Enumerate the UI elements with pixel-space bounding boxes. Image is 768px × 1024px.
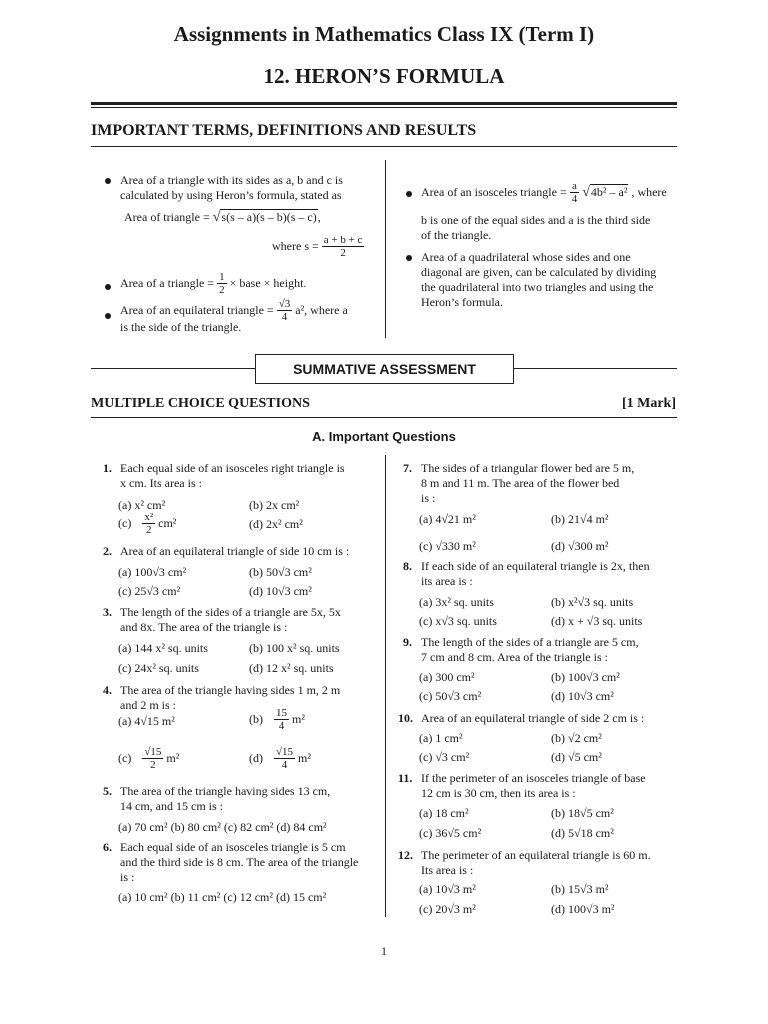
- question-text: If the perimeter of an isosceles triangle of base 12 cm is 30 cm, then its area is :: [421, 771, 646, 800]
- question-text: The perimeter of an equilateral triangle is 60 m. Its area is :: [421, 848, 651, 877]
- mcq-heading: MULTIPLE CHOICE QUESTIONS: [91, 396, 310, 411]
- question-number: 5.: [103, 784, 112, 798]
- option: (d) $\frac{√15}{4}$ m²: [249, 746, 311, 771]
- question-number: 8.: [403, 559, 412, 573]
- question-text: The area of the triangle having sides 1 m, 2 m and 2 m is :: [120, 683, 341, 712]
- option: (b) √2 cm²: [551, 731, 602, 745]
- question-number: 4.: [103, 683, 112, 697]
- option: (d) 10√3 cm²: [249, 584, 312, 598]
- option: (c) 20√3 m²: [419, 902, 476, 916]
- question-number: 11.: [398, 771, 413, 785]
- option: (c) x√3 sq. units: [419, 614, 497, 628]
- section-heading-terms: IMPORTANT TERMS, DEFINITIONS AND RESULTS: [91, 122, 477, 139]
- question-number: 3.: [103, 605, 112, 619]
- question-text: Each equal side of an isosceles right triangle is x cm. Its area is :: [120, 461, 345, 490]
- question-number: 1.: [103, 461, 112, 475]
- option: (c) √3 cm²: [419, 750, 470, 764]
- question-number: 12.: [398, 848, 413, 862]
- header-rule-thick: [91, 102, 677, 105]
- question-number: 6.: [103, 840, 112, 854]
- bullet: [105, 313, 111, 319]
- header-rule-thin: [91, 107, 677, 108]
- option: (c) √330 m²: [419, 539, 476, 553]
- option: (d) 5√18 cm²: [551, 826, 614, 840]
- term-quadrilateral-text: Area of a quadrilateral whose sides and one diagonal are given, can be calculated by dividing the quadrilateral into two triangles and using the Heron’s formula.: [421, 250, 657, 309]
- option: (b) 100√3 cm²: [551, 670, 620, 684]
- option: (d) √300 m²: [551, 539, 609, 553]
- option: (b) 2x cm²: [249, 498, 300, 512]
- semi-perimeter-formula: where s = $\frac{a + b + c}{2}$: [272, 234, 363, 259]
- option: (c) 24x² sq. units: [118, 661, 199, 675]
- document-title: Assignments in Mathematics Class IX (Term I): [173, 22, 595, 46]
- term-equilateral-area: Area of an equilateral triangle = $\frac{√3}{4}$ a², where a: [120, 298, 348, 323]
- question-text: Each equal side of an isosceles triangle is 5 cm and the third side is 8 cm. The area of the triangle is :: [120, 840, 359, 884]
- important-questions-heading: A. Important Questions: [312, 429, 456, 444]
- option-row: (a) 10 cm² (b) 11 cm² (c) 12 cm² (d) 15 cm²: [118, 890, 327, 904]
- heron-formula: Area of triangle = √s(s – a)(s – b)(s – c),: [124, 210, 321, 225]
- option: (c) 36√5 cm²: [419, 826, 482, 840]
- option: (a) 4√21 m²: [419, 512, 476, 526]
- option: (b) 15√3 m²: [551, 882, 609, 896]
- option: (b) 18√5 cm²: [551, 806, 614, 820]
- question-text: The length of the sides of a triangle are 5 cm, 7 cm and 8 cm. Area of the triangle is :: [421, 635, 639, 664]
- mcq-rule: [91, 417, 677, 418]
- option: (a) 100√3 cm²: [118, 565, 187, 579]
- option: (c) $\frac{√15}{2}$ m²: [118, 746, 180, 771]
- question-text: The length of the sides of a triangle are 5x, 5x and 8x. The area of the triangle is :: [120, 605, 341, 634]
- option: (d) 12 x² sq. units: [249, 661, 334, 675]
- question-text: If each side of an equilateral triangle is 2x, then its area is :: [421, 559, 650, 588]
- terms-column-divider: [385, 160, 386, 338]
- option: (c) $\frac{\text{x²}}{2}$ cm²: [118, 511, 177, 536]
- option: (c) 25√3 cm²: [118, 584, 181, 598]
- option: (a) 18 cm²: [419, 806, 469, 820]
- option: (c) 50√3 cm²: [419, 689, 482, 703]
- option: (d) 2x² cm²: [249, 517, 303, 531]
- option: (a) x² cm²: [118, 498, 166, 512]
- question-text: The area of the triangle having sides 13 cm, 14 cm, and 15 cm is :: [120, 784, 331, 813]
- terms-rule: [91, 146, 677, 147]
- question-number: 10.: [398, 711, 413, 725]
- summative-assessment-box: SUMMATIVE ASSESSMENT: [255, 354, 514, 384]
- option: (d) x + √3 sq. units: [551, 614, 643, 628]
- option: (b) 21√4 m²: [551, 512, 609, 526]
- question-number: 2.: [103, 544, 112, 558]
- bullet: [406, 255, 412, 261]
- option: (a) 300 cm²: [419, 670, 475, 684]
- option: (b) x²√3 sq. units: [551, 595, 634, 609]
- option: (d) 10√3 cm²: [551, 689, 614, 703]
- option-row: (a) 70 cm² (b) 80 cm² (c) 82 cm² (d) 84 cm²: [118, 820, 327, 834]
- page-number: 1: [381, 944, 387, 958]
- option: (a) 1 cm²: [419, 731, 463, 745]
- term-triangle-area: Area of a triangle = $\frac{1}{2}$ × base × height.: [120, 271, 307, 296]
- option: (b) $\frac{15}{4}$ m²: [249, 707, 305, 732]
- summative-rule-right: [514, 368, 677, 369]
- option: (a) 4√15 m²: [118, 714, 175, 728]
- option: (a) 3x² sq. units: [419, 595, 494, 609]
- option: (b) 50√3 cm²: [249, 565, 312, 579]
- mcq-marks: [1 Mark]: [621, 396, 676, 411]
- bullet: [105, 178, 111, 184]
- question-text: Area of an equilateral triangle of side 10 cm is :: [120, 544, 350, 558]
- bullet: [105, 284, 111, 290]
- question-text: Area of an equilateral triangle of side 2 cm is :: [421, 711, 645, 725]
- bullet: [406, 191, 412, 197]
- term-isosceles-text: b is one of the equal sides and a is the third side of the triangle.: [421, 213, 651, 242]
- question-number: 7.: [403, 461, 412, 475]
- questions-column-divider: [385, 455, 386, 917]
- term-equilateral-line2: is the side of the triangle.: [120, 320, 242, 334]
- option: (b) 100 x² sq. units: [249, 641, 340, 655]
- chapter-title: 12. HERON’S FORMULA: [263, 64, 505, 88]
- option: (a) 144 x² sq. units: [118, 641, 208, 655]
- option: (a) 10√3 m²: [419, 882, 476, 896]
- option: (d) √5 cm²: [551, 750, 602, 764]
- option: (d) 100√3 m²: [551, 902, 615, 916]
- term-heron-text: Area of a triangle with its sides as a, b and c is calculated by using Heron’s formula, stated as: [120, 173, 343, 202]
- question-number: 9.: [403, 635, 412, 649]
- summative-rule-left: [91, 368, 255, 369]
- term-isosceles-area: Area of an isosceles triangle = $\frac{a}{4}$ √4b² – a² , where: [421, 180, 667, 205]
- question-text: The sides of a triangular flower bed are 5 m, 8 m and 11 m. The area of the flower bed is :: [421, 461, 635, 505]
